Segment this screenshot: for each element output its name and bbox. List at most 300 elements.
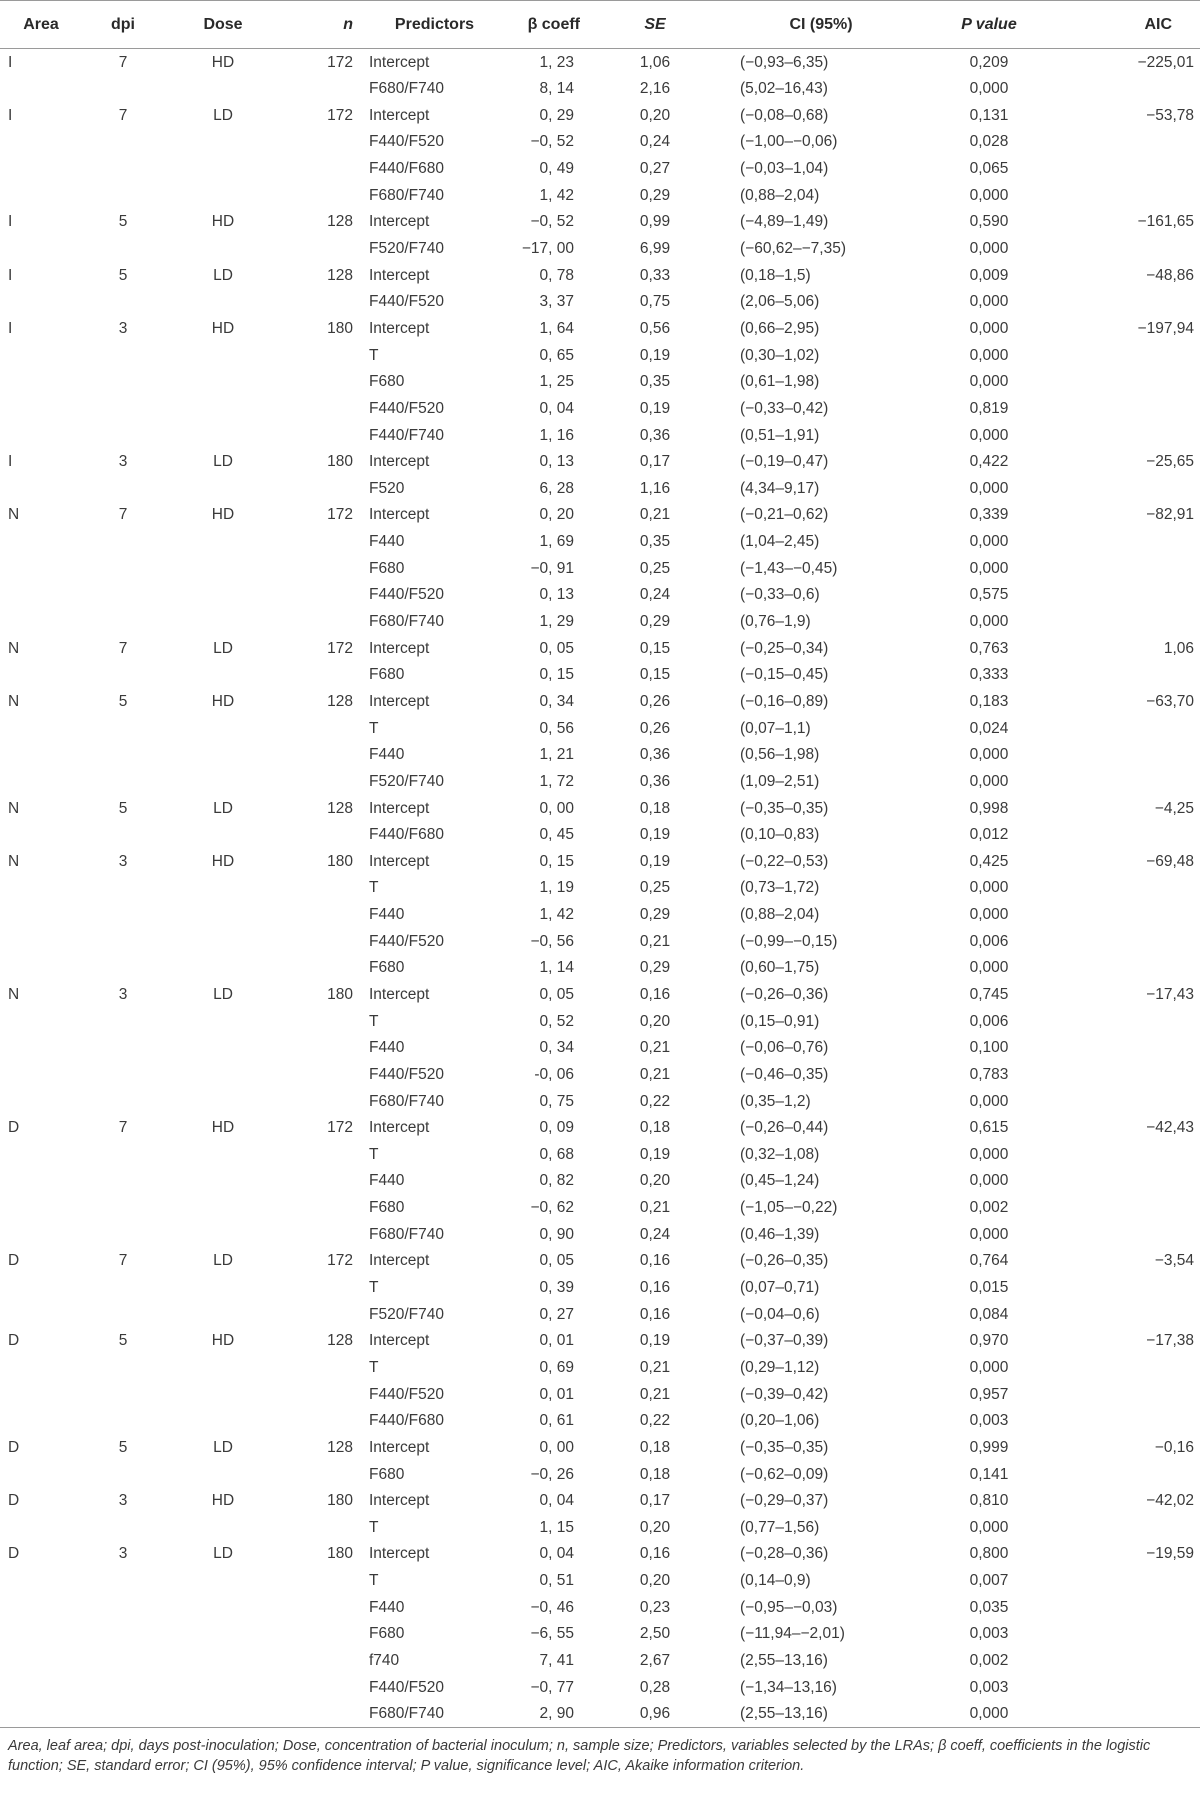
cell-se: 0,29 <box>639 906 671 924</box>
cell-n <box>278 1408 361 1435</box>
cell-predictor: T <box>369 1518 379 1536</box>
cell-beta: -0, 06 <box>534 1065 574 1083</box>
cell-se: 0,25 <box>639 559 671 577</box>
cell-p-value: 0,957 <box>969 1385 1009 1403</box>
cell-aic <box>1062 342 1200 369</box>
cell-p-value: 0,002 <box>969 1199 1009 1217</box>
table-row <box>0 688 1200 715</box>
cell-n: 128 <box>327 1438 353 1456</box>
cell-ci: (0,18–1,5) <box>740 266 811 284</box>
cell-area <box>0 369 78 396</box>
cell-n <box>278 715 361 742</box>
cell-dose: HD <box>211 213 235 231</box>
cell-area: D <box>8 1492 20 1510</box>
cell-p-value: 0,000 <box>969 559 1009 577</box>
cell-se: 0,19 <box>639 1145 671 1163</box>
cell-ci: (−0,06–0,76) <box>740 1039 829 1057</box>
cell-dose <box>168 76 278 103</box>
cell-ci: (−0,28–0,36) <box>740 1545 829 1563</box>
cell-n <box>278 235 361 262</box>
cell-n <box>278 1061 361 1088</box>
cell-ci: (−0,03–1,04) <box>740 160 829 178</box>
cell-se: 0,16 <box>639 1252 671 1270</box>
cell-ci: (0,51–1,91) <box>740 426 820 444</box>
cell-beta: 3, 37 <box>539 293 574 311</box>
cell-predictor: F680/F740 <box>369 1225 444 1243</box>
cell-dpi <box>78 1568 168 1595</box>
cell-area: I <box>8 106 13 124</box>
cell-se: 2,67 <box>639 1652 671 1669</box>
cell-predictor: Intercept <box>369 1545 430 1563</box>
cell-ci: (−0,46–0,35) <box>740 1065 829 1083</box>
header-ci: CI (95%) <box>726 1 916 49</box>
cell-predictor: T <box>369 879 379 897</box>
cell-aic: −48,86 <box>1146 266 1194 284</box>
cell-n <box>278 1381 361 1408</box>
cell-p-value: 0,035 <box>969 1598 1009 1616</box>
cell-predictor: F440/F520 <box>369 293 444 311</box>
cell-area <box>0 1354 78 1381</box>
cell-beta: 0, 04 <box>539 1545 574 1563</box>
table-row <box>0 928 1200 955</box>
cell-area: N <box>8 852 20 870</box>
cell-n: 172 <box>327 53 353 71</box>
cell-se: 0,20 <box>639 1518 671 1536</box>
cell-predictor: F440/F680 <box>369 160 444 178</box>
cell-predictor: F440/F680 <box>369 826 444 844</box>
cell-dose <box>168 1381 278 1408</box>
cell-beta: 0, 01 <box>539 1385 574 1403</box>
cell-dpi: 5 <box>118 1332 128 1350</box>
cell-p-value: 0,000 <box>969 319 1009 337</box>
cell-p-value: 0,000 <box>916 1701 1062 1728</box>
cell-predictor: Intercept <box>369 799 430 817</box>
cell-ci: (0,14–0,9) <box>740 1572 811 1590</box>
table-row <box>0 582 1200 609</box>
cell-se: 0,75 <box>639 293 671 311</box>
cell-p-value: 0,003 <box>969 1678 1009 1696</box>
cell-predictor: T <box>369 1358 379 1376</box>
cell-dpi: 7 <box>118 506 128 524</box>
cell-n <box>278 1274 361 1301</box>
cell-dose <box>168 1008 278 1035</box>
cell-dpi <box>78 1354 168 1381</box>
cell-se: 0,16 <box>639 1279 671 1297</box>
cell-se: 0,25 <box>639 879 671 897</box>
cell-se: 0,19 <box>639 399 671 417</box>
cell-beta: 0, 61 <box>539 1412 574 1430</box>
table-row <box>0 1568 1200 1595</box>
cell-predictor: F520 <box>369 479 405 497</box>
cell-n <box>278 422 361 449</box>
cell-area <box>0 1221 78 1248</box>
cell-se: 0,36 <box>639 746 671 764</box>
cell-beta: 0, 45 <box>539 826 574 844</box>
cell-beta: −0, 77 <box>530 1678 574 1696</box>
cell-predictor: F440 <box>369 533 405 551</box>
cell-dose <box>168 928 278 955</box>
cell-beta: −0, 91 <box>530 559 574 577</box>
cell-aic <box>1062 235 1200 262</box>
cell-beta: −0, 62 <box>530 1199 574 1217</box>
cell-ci: (0,07–0,71) <box>740 1279 820 1297</box>
cell-beta: 0, 00 <box>539 1438 574 1456</box>
cell-dpi: 7 <box>118 106 128 124</box>
cell-dose: LD <box>213 106 233 124</box>
cell-dose <box>168 1594 278 1621</box>
table-row <box>0 1195 1200 1222</box>
cell-se: 0,21 <box>639 1039 671 1057</box>
cell-p-value: 0,000 <box>969 240 1009 258</box>
cell-ci: (−0,15–0,45) <box>740 666 829 684</box>
cell-area: I <box>8 213 13 231</box>
cell-aic <box>1062 715 1200 742</box>
cell-p-value: 0,065 <box>969 160 1009 178</box>
cell-ci: (4,34–9,17) <box>740 479 820 497</box>
table-row <box>0 1674 1200 1701</box>
cell-aic <box>1062 1301 1200 1328</box>
table-row <box>0 1035 1200 1062</box>
cell-ci: (−0,62–0,09) <box>740 1465 829 1483</box>
cell-n <box>278 875 361 902</box>
cell-dose: LD <box>213 266 233 284</box>
cell-beta: 0, 34 <box>539 692 574 710</box>
cell-n: 172 <box>327 1119 353 1137</box>
cell-dose <box>168 875 278 902</box>
cell-p-value: 0,333 <box>969 666 1009 684</box>
cell-dpi <box>78 1701 168 1728</box>
cell-se: 1,06 <box>639 53 671 71</box>
cell-ci: (2,06–5,06) <box>740 293 820 311</box>
table-footnote: Area, leaf area; dpi, days post-inoculation; Dose, concentration of bacterial inoculum; n, sample size; Predictors, variables selected by the LRAs; β coeff, coefficients in the logistic function; SE, standard error; CI (95%), 95% confidence interval; P value, significance level; AIC, Akaike information criterion. <box>8 1738 1151 1774</box>
cell-dpi <box>78 902 168 929</box>
cell-ci: (−0,35–0,35) <box>740 799 829 817</box>
cell-ci: (0,15–0,91) <box>740 1012 820 1030</box>
cell-aic <box>1062 1461 1200 1488</box>
cell-p-value: 0,015 <box>969 1279 1009 1297</box>
cell-predictor: F440/F520 <box>369 133 444 151</box>
cell-p-value: 0,000 <box>969 1145 1009 1163</box>
cell-dose <box>168 1274 278 1301</box>
cell-p-value: 0,970 <box>969 1332 1009 1350</box>
cell-dpi: 3 <box>118 319 128 337</box>
cell-n <box>278 156 361 183</box>
cell-p-value: 0,000 <box>969 1092 1009 1110</box>
cell-dpi <box>78 1381 168 1408</box>
cell-dpi <box>78 182 168 209</box>
cell-predictor: Intercept <box>369 1438 430 1456</box>
cell-aic <box>1062 1514 1200 1541</box>
table-row <box>0 369 1200 396</box>
cell-se: 0,56 <box>639 319 671 337</box>
cell-area <box>0 902 78 929</box>
cell-aic <box>1062 1568 1200 1595</box>
cell-ci: (0,56–1,98) <box>740 746 820 764</box>
cell-se: 0,35 <box>639 533 671 551</box>
cell-dose <box>168 1354 278 1381</box>
cell-dpi <box>78 529 168 556</box>
cell-beta: 1, 29 <box>539 613 574 631</box>
cell-beta: 8, 14 <box>539 80 574 98</box>
table-row <box>0 1647 1200 1674</box>
table-row <box>0 289 1200 316</box>
cell-aic <box>1062 1354 1200 1381</box>
cell-se: 0,27 <box>639 160 671 178</box>
cell-dpi <box>78 395 168 422</box>
table-row <box>0 342 1200 369</box>
cell-beta: 0, 34 <box>539 1039 574 1057</box>
cell-p-value: 0,009 <box>969 266 1009 284</box>
cell-se: 0,15 <box>639 666 671 684</box>
table-row <box>0 475 1200 502</box>
cell-aic: −225,01 <box>1137 53 1194 71</box>
cell-dpi <box>78 1647 168 1674</box>
table-row <box>0 742 1200 769</box>
cell-dpi <box>78 156 168 183</box>
cell-beta: 0, 90 <box>539 1225 574 1243</box>
cell-predictor: F440 <box>369 1598 405 1616</box>
cell-dose: HD <box>211 53 235 71</box>
cell-ci: (−0,19–0,47) <box>740 453 829 471</box>
cell-dpi <box>78 422 168 449</box>
cell-dose <box>168 235 278 262</box>
cell-n <box>278 582 361 609</box>
cell-beta: 0, 82 <box>539 1172 574 1190</box>
cell-ci: (0,35–1,2) <box>740 1092 811 1110</box>
cell-dpi <box>78 342 168 369</box>
cell-area <box>0 555 78 582</box>
cell-predictor: F680/F740 <box>369 80 444 98</box>
cell-dose <box>168 822 278 849</box>
cell-aic <box>1062 1035 1200 1062</box>
cell-aic <box>1062 422 1200 449</box>
header-beta: β coeff <box>508 1 584 49</box>
cell-dpi <box>78 608 168 635</box>
cell-aic: −63,70 <box>1146 692 1194 710</box>
cell-dose: HD <box>211 1332 235 1350</box>
cell-p-value: 0,000 <box>969 533 1009 551</box>
cell-dose: LD <box>213 985 233 1003</box>
cell-area <box>0 156 78 183</box>
cell-aic <box>1062 1408 1200 1435</box>
cell-area <box>0 1008 78 1035</box>
cell-dpi <box>78 1274 168 1301</box>
cell-aic: −0,16 <box>1154 1438 1194 1456</box>
cell-beta: 0, 13 <box>539 586 574 604</box>
cell-area <box>0 1647 78 1674</box>
cell-beta: 0, 52 <box>539 1012 574 1030</box>
cell-beta: 0, 15 <box>539 666 574 684</box>
cell-dose <box>168 289 278 316</box>
cell-area <box>0 1381 78 1408</box>
cell-beta: 1, 19 <box>539 879 574 897</box>
cell-beta: 1, 14 <box>539 959 574 977</box>
cell-predictor: Intercept <box>369 1252 430 1270</box>
table-row <box>0 1381 1200 1408</box>
cell-n <box>278 475 361 502</box>
cell-aic <box>1062 76 1200 103</box>
cell-ci: (−0,33–0,6) <box>740 586 820 604</box>
cell-dpi: 7 <box>118 1252 128 1270</box>
header-p-value-text: P value <box>961 15 1017 33</box>
cell-ci: (1,04–2,45) <box>740 533 820 551</box>
cell-aic <box>1062 529 1200 556</box>
cell-predictor: T <box>369 1279 379 1297</box>
cell-n <box>278 1594 361 1621</box>
cell-dose <box>168 1221 278 1248</box>
cell-p-value: 0,000 <box>969 1358 1009 1376</box>
cell-dose: HD <box>211 506 235 524</box>
cell-predictor: Intercept <box>369 53 430 71</box>
cell-area <box>0 1461 78 1488</box>
cell-n <box>278 608 361 635</box>
cell-se: 0,20 <box>639 1012 671 1030</box>
cell-p-value: 0,006 <box>969 1012 1009 1030</box>
cell-n <box>278 662 361 689</box>
cell-area <box>0 928 78 955</box>
cell-se: 0,16 <box>639 1305 671 1323</box>
cell-ci: (1,09–2,51) <box>740 772 820 790</box>
cell-predictor: F680/F740 <box>361 1701 508 1728</box>
cell-se: 0,26 <box>639 692 671 710</box>
cell-ci: (−0,39–0,42) <box>740 1385 829 1403</box>
cell-aic: −3,54 <box>1154 1252 1194 1270</box>
cell-predictor: Intercept <box>369 1119 430 1137</box>
cell-n <box>278 1168 361 1195</box>
cell-n <box>278 1647 361 1674</box>
cell-p-value: 0,003 <box>969 1412 1009 1430</box>
table-row <box>0 129 1200 156</box>
cell-predictor: Intercept <box>369 639 430 657</box>
cell-ci: (−0,99–−0,15) <box>740 932 838 950</box>
cell-dose: LD <box>213 639 233 657</box>
cell-dose: HD <box>211 319 235 337</box>
cell-aic <box>1062 608 1200 635</box>
cell-dpi: 5 <box>118 799 128 817</box>
cell-se: 0,18 <box>639 1438 671 1456</box>
cell-p-value: 0,000 <box>969 80 1009 98</box>
cell-predictor: F680/F740 <box>369 613 444 631</box>
cell-area: N <box>8 639 20 657</box>
cell-predictor: F680 <box>369 373 405 391</box>
cell-p-value: 0,000 <box>969 746 1009 764</box>
cell-area: N <box>8 692 20 710</box>
cell-beta: 1, 42 <box>539 906 574 924</box>
cell-p-value: 0,764 <box>969 1252 1009 1270</box>
cell-area <box>0 76 78 103</box>
cell-se: 0,29 <box>639 959 671 977</box>
cell-se: 0,21 <box>639 1065 671 1083</box>
cell-dpi <box>78 582 168 609</box>
cell-ci: (0,10–0,83) <box>740 826 820 844</box>
cell-beta: 1, 23 <box>539 53 574 71</box>
cell-n <box>278 768 361 795</box>
table-row <box>0 875 1200 902</box>
cell-n: 180 <box>327 319 353 337</box>
cell-n <box>278 1195 361 1222</box>
cell-se: 0,20 <box>639 106 671 124</box>
cell-area <box>0 1035 78 1062</box>
cell-beta: −6, 55 <box>530 1625 574 1643</box>
cell-area: D <box>8 1438 20 1456</box>
cell-aic <box>1062 475 1200 502</box>
cell-dpi <box>78 555 168 582</box>
table-row <box>0 1701 1200 1728</box>
cell-n <box>278 76 361 103</box>
cell-dpi <box>78 1301 168 1328</box>
cell-aic: −82,91 <box>1146 506 1194 524</box>
cell-dose <box>168 395 278 422</box>
cell-area <box>0 1514 78 1541</box>
cell-n <box>278 395 361 422</box>
table-row <box>0 1008 1200 1035</box>
cell-dose <box>168 1088 278 1115</box>
cell-ci: (−0,16–0,89) <box>740 692 829 710</box>
cell-dpi <box>78 1168 168 1195</box>
table-row <box>0 902 1200 929</box>
cell-aic <box>1062 1008 1200 1035</box>
cell-predictor: F680 <box>369 1465 405 1483</box>
cell-aic <box>1062 1274 1200 1301</box>
table-row <box>0 1115 1200 1142</box>
cell-area: D <box>8 1252 20 1270</box>
cell-area <box>0 1168 78 1195</box>
cell-area: I <box>8 453 13 471</box>
cell-se: 0,18 <box>639 1119 671 1137</box>
cell-area <box>0 1408 78 1435</box>
cell-area <box>0 1141 78 1168</box>
cell-dose <box>168 608 278 635</box>
cell-area <box>0 715 78 742</box>
table-row <box>0 529 1200 556</box>
cell-ci: (−0,04–0,6) <box>740 1305 820 1323</box>
cell-n: 172 <box>327 639 353 657</box>
cell-ci: (−0,08–0,68) <box>740 106 829 124</box>
cell-beta: 0, 56 <box>539 719 574 737</box>
cell-aic <box>1062 1061 1200 1088</box>
cell-n <box>278 902 361 929</box>
cell-se: 6,99 <box>639 240 671 258</box>
cell-dpi <box>78 768 168 795</box>
cell-aic <box>1062 1088 1200 1115</box>
cell-ci: (0,07–1,1) <box>740 719 811 737</box>
table-row <box>0 662 1200 689</box>
cell-ci: (0,66–2,95) <box>740 319 820 337</box>
cell-aic <box>1062 1647 1200 1674</box>
cell-n: 172 <box>327 506 353 524</box>
cell-p-value: 0,575 <box>969 586 1009 604</box>
cell-n: 180 <box>327 453 353 471</box>
cell-dose <box>168 1408 278 1435</box>
cell-predictor: F520/F740 <box>369 240 444 258</box>
cell-se: 0,22 <box>639 1412 671 1430</box>
cell-dpi <box>78 1035 168 1062</box>
cell-beta: 0, 13 <box>539 453 574 471</box>
cell-dpi: 5 <box>118 692 128 710</box>
cell-area <box>0 1701 78 1728</box>
cell-beta: 1, 72 <box>539 772 574 790</box>
cell-beta: 0, 05 <box>539 985 574 1003</box>
cell-p-value: 0,000 <box>969 293 1009 311</box>
cell-dpi: 3 <box>118 985 128 1003</box>
cell-aic <box>1062 555 1200 582</box>
table-row <box>0 822 1200 849</box>
cell-ci: (−0,26–0,44) <box>740 1119 829 1137</box>
table-row <box>0 315 1200 342</box>
cell-aic: −161,65 <box>1137 213 1194 231</box>
cell-ci: (0,45–1,24) <box>740 1172 820 1190</box>
table-row <box>0 1274 1200 1301</box>
